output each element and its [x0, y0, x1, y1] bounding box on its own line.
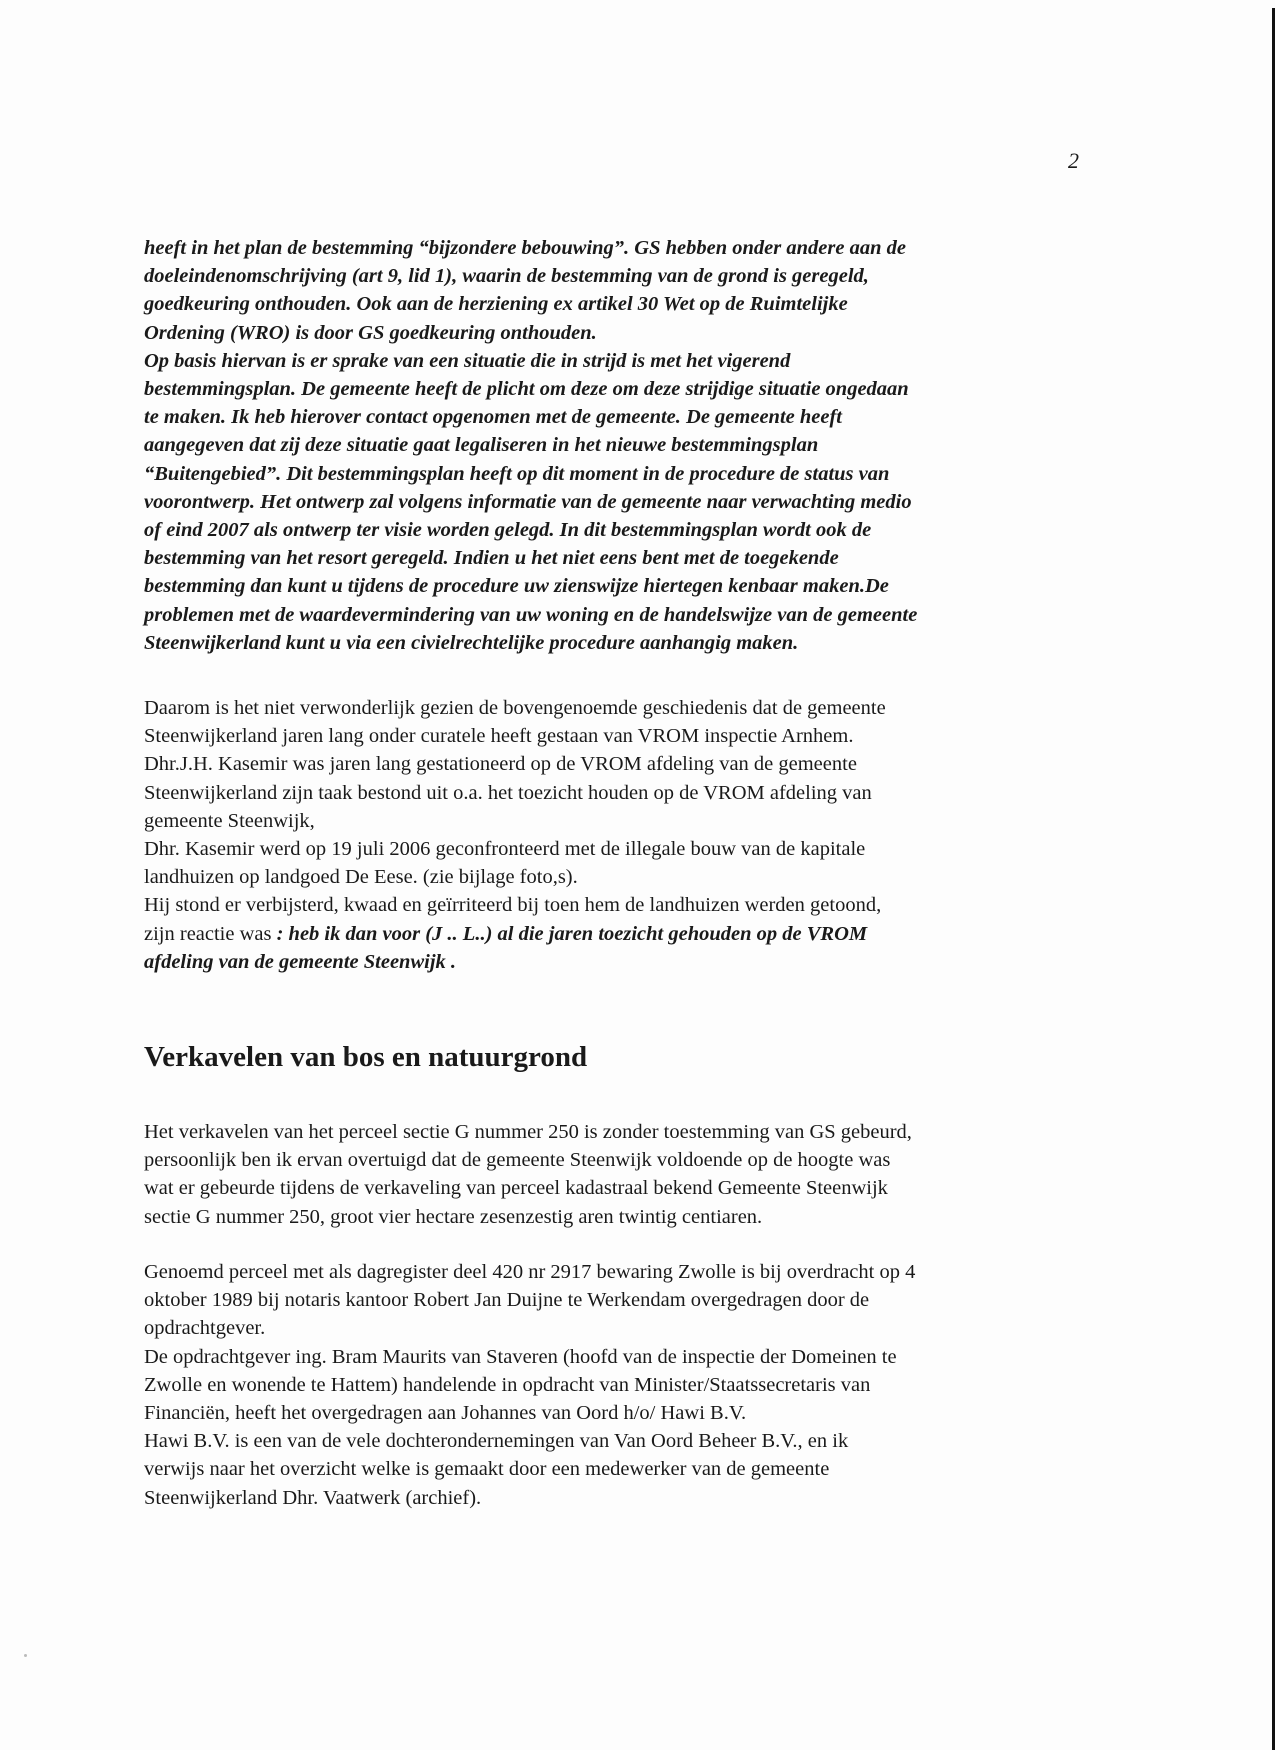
text-line: verwijs naar het overzicht welke is gemaakt door een medewerker van de gemeente — [144, 1458, 830, 1481]
quote-text: : heb ik dan voor (J .. L..) al die jaren toezicht gehouden op de VROM — [271, 922, 868, 945]
text-line: of eind 2007 als ontwerp ter visie worden gelegd. In dit bestemmingsplan wordt ook de — [144, 519, 872, 542]
text-line: sectie G nummer 250, groot vier hectare zesenzestig aren twintig centiaren. — [144, 1205, 763, 1228]
text-line: opdrachtgever. — [144, 1317, 266, 1340]
text-line: problemen met de waardevermindering van uw woning en de handelswijze van de gemeente — [144, 603, 918, 626]
text-line: De opdrachtgever ing. Bram Maurits van Staveren (hoofd van de inspectie der Domeinen te — [144, 1345, 897, 1368]
text-line: landhuizen op landgoed De Eese. (zie bijlage foto,s). — [144, 866, 578, 889]
text-line: Het verkavelen van het perceel sectie G nummer 250 is zonder toestemming van GS gebeurd, — [144, 1121, 912, 1143]
text-line: Steenwijkerland kunt u via een civielrechtelijke procedure aanhangig maken. — [144, 631, 799, 654]
text-line: gemeente Steenwijk, — [144, 809, 315, 832]
text-line: goedkeuring onthouden. Ook aan de herziening ex artikel 30 Wet op de Ruimtelijke — [144, 293, 848, 316]
text-line: doeleindenomschrijving (art 9, lid 1), waarin de bestemming van de grond is geregeld, — [144, 265, 869, 288]
text-line: wat er gebeurde tijdens de verkaveling van perceel kadastraal bekend Gemeente Steenwijk — [144, 1177, 888, 1200]
text-line: Zwolle en wonende te Hattem) handelende in opdracht van Minister/Staatssecretaris van — [144, 1373, 871, 1396]
text-line: “Buitengebied”. Dit bestemmingsplan heeft op dit moment in de procedure de status van — [144, 462, 890, 485]
verkavelen-paragraph — [144, 1118, 1104, 1231]
text-line: oktober 1989 bij notaris kantoor Robert Jan Duijne te Werkendam overgedragen door de — [144, 1289, 870, 1312]
page-number: 2 — [1068, 148, 1079, 173]
text-line: Daarom is het niet verwonderlijk gezien de bovengenoemde geschiedenis dat de gemeente — [144, 697, 886, 719]
text-line: aangegeven dat zij deze situatie gaat legaliseren in het nieuwe bestemmingsplan — [144, 434, 819, 457]
text-line: persoonlijk ben ik ervan overtuigd dat de gemeente Steenwijk voldoende op de hoogte was — [144, 1149, 891, 1172]
text-line: Dhr. Kasemir werd op 19 juli 2006 geconfronteerd met de illegale bouw van de kapitale — [144, 838, 866, 861]
scan-speck — [24, 1654, 27, 1657]
text-line: heeft in het plan de bestemming “bijzondere bebouwing”. GS hebben onder andere aan de — [144, 237, 906, 259]
text-line — [144, 920, 1104, 948]
text-line: Op basis hiervan is er sprake van een situatie die in strijd is met het vigerend — [144, 349, 791, 372]
section-heading: Verkavelen van bos en natuurgrond — [144, 1041, 588, 1073]
text-line: Steenwijkerland zijn taak bestond uit o.a. het toezicht houden op de VROM afdeling van — [144, 781, 872, 804]
text-line: Dhr.J.H. Kasemir was jaren lang gestationeerd op de VROM afdeling van de gemeente — [144, 753, 857, 776]
kasemir-paragraph — [144, 694, 1104, 976]
perceel-paragraph — [144, 1258, 1104, 1512]
bold-italic-paragraph — [144, 234, 1104, 657]
text-line: Hawi B.V. is een van de vele dochterondernemingen van Van Oord Beheer B.V., en ik — [144, 1430, 849, 1453]
text-line: bestemming van het resort geregeld. Indien u het niet eens bent met de toegekende — [144, 547, 839, 570]
text-line: Genoemd perceel met als dagregister deel 420 nr 2917 bewaring Zwolle is bij overdracht op 4 — [144, 1261, 916, 1283]
text-line: bestemmingsplan. De gemeente heeft de plicht om deze om deze strijdige situatie ongedaan — [144, 378, 909, 401]
text-line: Financiën, heeft het overgedragen aan Johannes van Oord h/o/ Hawi B.V. — [144, 1402, 747, 1425]
text-line: Steenwijkerland Dhr. Vaatwerk (archief). — [144, 1486, 482, 1509]
quote-text: afdeling van de gemeente Steenwijk . — [144, 950, 457, 973]
quote-intro: zijn reactie was — [144, 922, 272, 945]
text-line: bestemming dan kunt u tijdens de procedure uw zienswijze hiertegen kenbaar maken.De — [144, 575, 889, 598]
text-line: Hij stond er verbijsterd, kwaad en geïrriteerd bij toen hem de landhuizen werden getoond, — [144, 894, 882, 917]
text-line: Ordening (WRO) is door GS goedkeuring onthouden. — [144, 321, 597, 344]
text-line: voorontwerp. Het ontwerp zal volgens informatie van de gemeente naar verwachting medio — [144, 490, 912, 513]
text-line: te maken. Ik heb hierover contact opgenomen met de gemeente. De gemeente heeft — [144, 406, 842, 429]
text-line: Steenwijkerland jaren lang onder curatele heeft gestaan van VROM inspectie Arnhem. — [144, 725, 854, 748]
